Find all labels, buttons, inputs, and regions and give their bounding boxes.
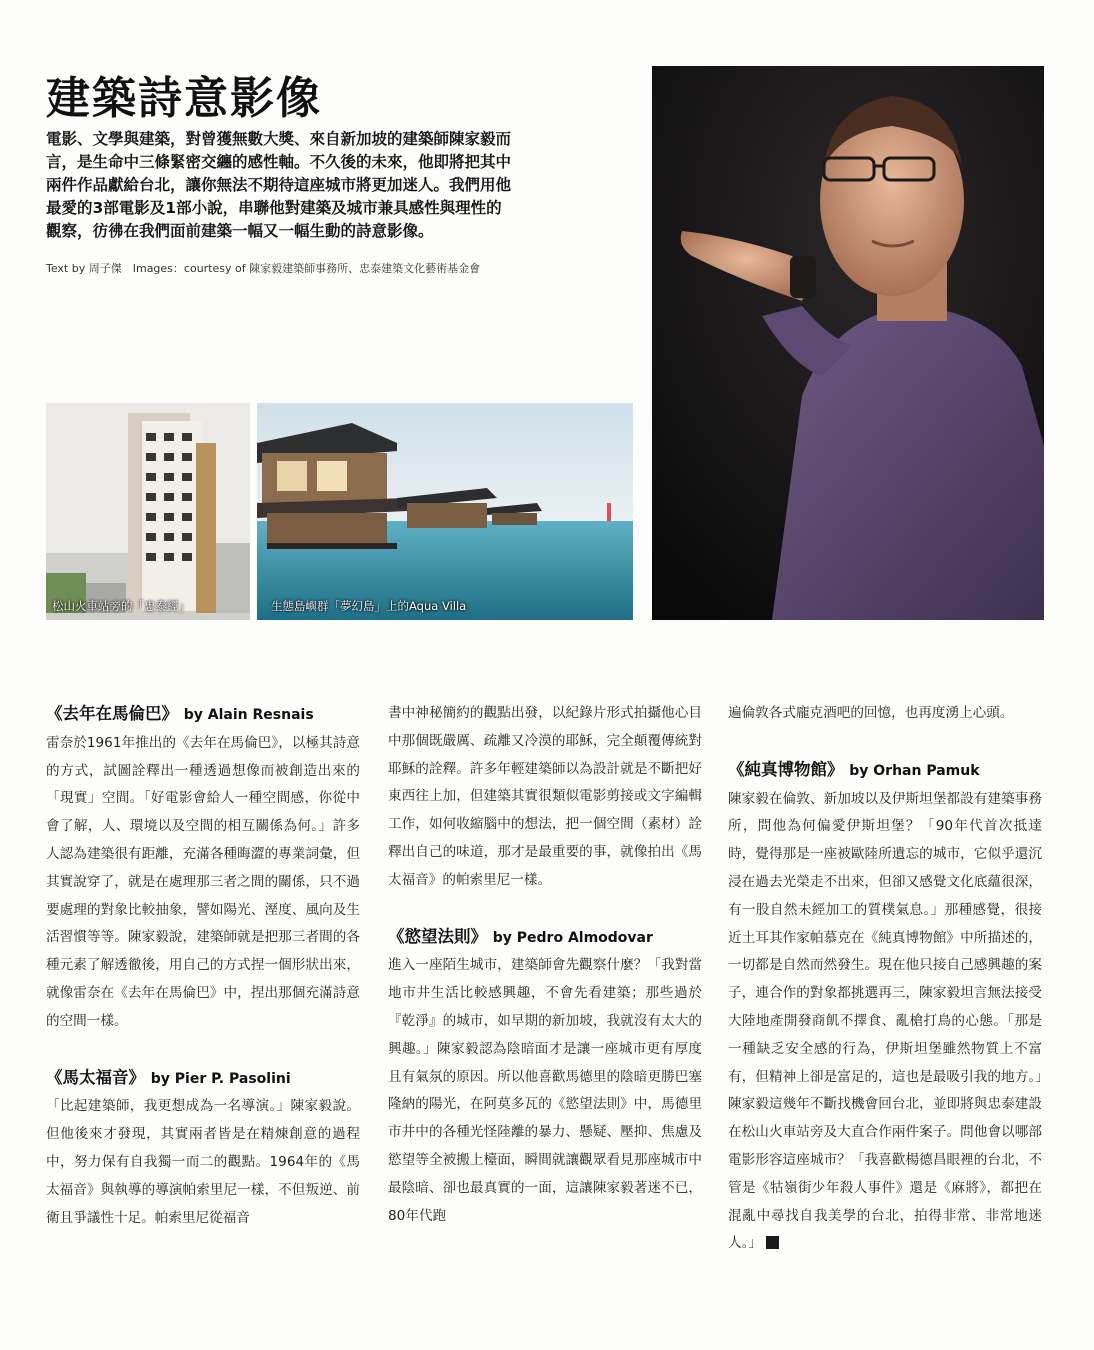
section-heading: [46, 700, 360, 730]
tower-caption: 松山火車站旁的「忠泰經」: [52, 599, 190, 613]
section-title: 《慾望法則》: [388, 926, 487, 946]
architect-portrait-photo: [652, 66, 1044, 620]
section-body: 雷奈於1961年推出的《去年在馬倫巴》，以極其詩意的方式，試圖詮釋出一種透過想像而被創造出來的「現實」空間。「好電影會給人一種空間感，你從中會了解，人、環境以及空間的相互關係為何。」許多人認為建築很有距離，充滿各種晦澀的專業詞彙，但其實說穿了，就是在處理那三者之間的關係，只不過要處理的對象比較抽象，譬如陽光、溼度、風向及生活習慣等等。陳家毅說，建築師就是把那三者間的各種元素了解透徹後，用自己的方式捏一個形狀出來，就像雷奈在《去年在馬倫巴》中，捏出那個充滿詩意的空間一樣。: [46, 734, 360, 1029]
section-body: 進入一座陌生城市，建築師會先觀察什麼？「我對當地市井生活比較感興趣，不會先看建築；那些過於『乾淨』的城市，如早期的新加坡，我就沒有太大的興趣。」陳家毅認為陰暗面才是讓一座城市更有厚度且有氣氛的原因。所以他喜歡馬德里的陰暗更勝巴塞隆納的陽光，在阿莫多瓦的《慾望法則》中，馬德里市井中的各種光怪陸離的暴力、懸疑、壓抑、焦慮及慾望等全被搬上檯面，瞬間就讓觀眾看見那座城市中最陰暗、卻也最真實的一面，這讓陳家毅著迷不已，80年代跑: [388, 957, 702, 1224]
end-mark-icon: [766, 1236, 779, 1249]
article-credit: Text by 周子傑 Images：courtesy of 陳家毅建築師事務所、忠泰建築文化藝術基金會: [46, 262, 481, 275]
section-title: 《純真博物館》: [728, 759, 844, 779]
section-body: [728, 786, 1042, 1259]
article-intro: 電影、文學與建築，對曾獲無數大獎、來自新加坡的建築師陳家毅而言，是生命中三條緊密交纏的感性軸。不久後的未來，他即將把其中兩件作品獻給台北，讓你無法不期待這座城市將更加迷人。我們用他最愛的3部電影及1部小說，串聯他對建築及城市兼具感性與理性的觀察，彷彿在我們面前建築一幅又一幅生動的詩意影像。: [46, 130, 512, 240]
section-byline: by Orhan Pamuk: [849, 762, 980, 779]
section-heading: [728, 756, 1042, 786]
article-title: 建築詩意影像: [46, 73, 322, 124]
section-byline: by Pier P. Pasolini: [150, 1070, 291, 1087]
article-column-2: [388, 700, 702, 1230]
page-corner-mark: [20, 44, 24, 58]
villa-caption: 生態島嶼群「夢幻島」上的Aqua Villa: [271, 599, 467, 613]
article-column-1: [46, 700, 360, 1232]
section-body: 「比起建築師，我更想成為一名導演。」陳家毅說。但他後來才發現，其實兩者皆是在精煉創意的過程中，努力保有自我獨一而二的觀點。1964年的《馬太福音》與執導的導演帕索里尼一樣，不但叛逆、前衛且爭議性十足。帕索里尼從福音: [46, 1098, 360, 1226]
section-byline: by Pedro Almodovar: [492, 929, 653, 946]
article-column-3: [728, 700, 1042, 1258]
section-byline: by Alain Resnais: [183, 707, 314, 723]
section-heading: [46, 1064, 360, 1094]
tower-rendering-photo: [46, 403, 250, 620]
section-body-continued: 書中神秘簡約的觀點出發，以紀錄片形式拍攝他心目中那個既嚴厲、疏離又冷漠的耶穌，完全顛覆傳統對耶穌的詮釋。許多年輕建築師以為設計就是不斷把好東西往上加，但建築其實很類似電影剪接或文字編輯工作，如何收縮腦中的想法，把一個空間（素材）詮釋出自己的味道，那才是最重要的事，就像拍出《馬太福音》的帕索里尼一樣。: [388, 705, 702, 888]
section-body-continued: 遍倫敦各式龐克酒吧的回憶，也再度湧上心頭。: [728, 705, 1014, 721]
section-title: 《馬太福音》: [46, 1067, 145, 1087]
section-title: 《去年在馬倫巴》: [46, 704, 178, 723]
villa-rendering-photo: [257, 403, 633, 620]
section-body-text: 陳家毅在倫敦、新加坡以及伊斯坦堡都設有建築事務所，問他為何偏愛伊斯坦堡？「90年代首次抵達時，覺得那是一座被歐陸所遺忘的城市，它似乎還沉浸在過去光榮走不出來，但卻又感覺文化底蘊很深，有一股自然未經加工的質樸氣息。」那種感覺，很接近土耳其作家帕慕克在《純真博物館》中所描述的，一切都是自然而然發生。現在他只接自己感興趣的案子，連合作的對象都挑選再三，陳家毅坦言無法接受大陸地產開發商飢不擇食、亂槍打鳥的心態。「那是一種缺乏安全感的行為，伊斯坦堡雖然物質上不富有，但精神上卻是富足的，這也是最吸引我的地方。」陳家毅這幾年不斷找機會回台北，並即將與忠泰建設在松山火車站旁及大直合作兩件案子。問他會以哪部電影形容這座城市？「我喜歡楊德昌眼裡的台北，不管是《牯嶺街少年殺人事件》還是《麻將》，都把在混亂中尋找自我美學的台北，拍得非常、非常地迷人。」: [728, 790, 1042, 1252]
section-heading: [388, 923, 702, 953]
